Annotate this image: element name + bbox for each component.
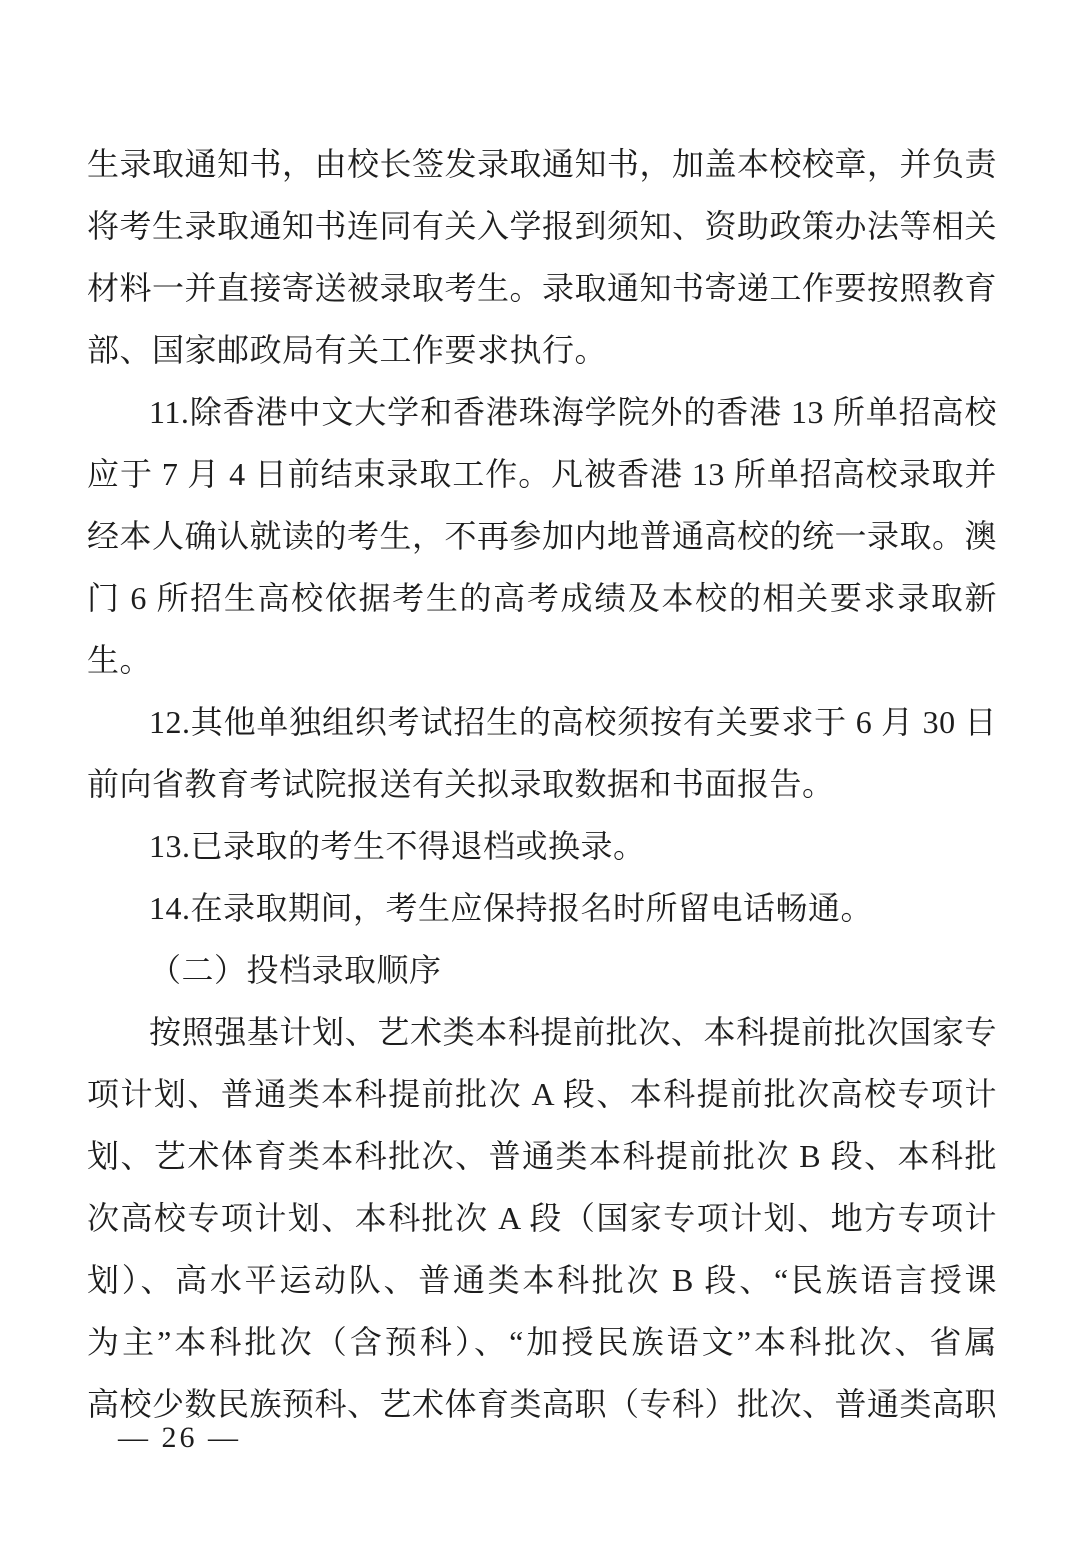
text-line: 14.在录取期间，考生应保持报名时所留电话畅通。 — [149, 890, 874, 926]
text-line: 划、艺术体育类本科批次、普通类本科提前批次 B 段、本科批 — [87, 1138, 997, 1174]
text-line: 应于 7 月 4 日前结束录取工作。凡被香港 13 所单招高校录取并 — [87, 456, 997, 492]
text-line: 材料一并直接寄送被录取考生。录取通知书寄递工作要按照教育 — [87, 270, 998, 306]
text-line: 生。 — [87, 642, 153, 678]
text-line: 项计划、普通类本科提前批次 A 段、本科提前批次高校专项计 — [87, 1076, 997, 1112]
document-body — [87, 133, 997, 1435]
text-line: 次高校专项计划、本科批次 A 段（国家专项计划、地方专项计 — [87, 1200, 997, 1236]
page-number: — 26 — — [118, 1421, 241, 1454]
text-line: 按照强基计划、艺术类本科提前批次、本科提前批次国家专 — [149, 1014, 997, 1050]
text-line: 生录取通知书，由校长签发录取通知书，加盖本校校章，并负责 — [87, 146, 998, 182]
section-heading: （二）投档录取顺序 — [149, 952, 442, 988]
text-line: 划）、高水平运动队、普通类本科批次 B 段、“民族语言授课 — [87, 1262, 997, 1298]
text-line: 前向省教育考试院报送有关拟录取数据和书面报告。 — [87, 766, 835, 802]
text-line: 经本人确认就读的考生，不再参加内地普通高校的统一录取。澳 — [87, 518, 998, 554]
text-line: 高校少数民族预科、艺术体育类高职（专科）批次、普通类高职 — [87, 1386, 998, 1422]
text-line: 为主”本科批次（含预科）、“加授民族语文”本科批次、省属 — [87, 1324, 997, 1360]
text-line: 门 6 所招生高校依据考生的高考成绩及本校的相关要求录取新 — [87, 580, 997, 616]
text-line: 11.除香港中文大学和香港珠海学院外的香港 13 所单招高校 — [149, 394, 997, 430]
text-line: 12.其他单独组织考试招生的高校须按有关要求于 6 月 30 日 — [149, 704, 997, 740]
text-line: 13.已录取的考生不得退档或换录。 — [149, 828, 646, 864]
text-line: 将考生录取通知书连同有关入学报到须知、资助政策办法等相关 — [87, 208, 998, 244]
text-line: 部、国家邮政局有关工作要求执行。 — [87, 332, 608, 368]
